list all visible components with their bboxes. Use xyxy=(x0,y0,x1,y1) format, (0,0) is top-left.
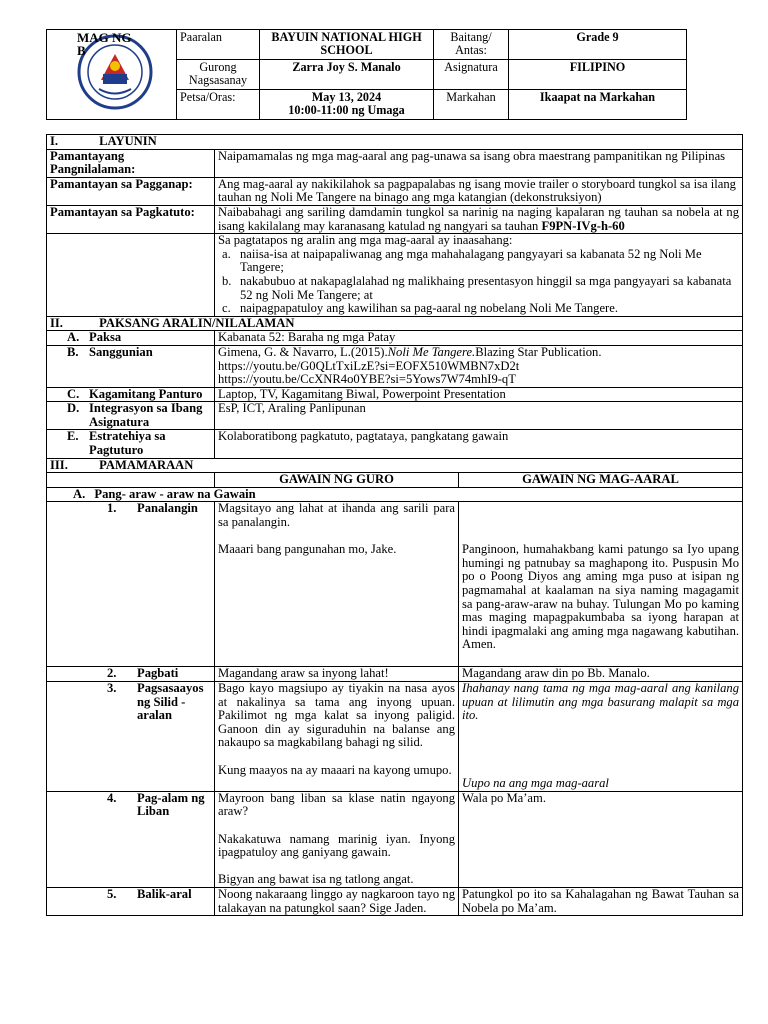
kagamitan-value: Laptop, TV, Kagamitang Biwal, Powerpoint Presentation xyxy=(215,387,743,402)
pagganap-label: Pamantayan sa Pagganap: xyxy=(47,177,215,205)
pagalam-label: Pag-alam ng Liban xyxy=(137,791,205,819)
baitang-label: Baitang/ Antas: xyxy=(434,30,509,60)
lesson-plan-body xyxy=(46,134,742,916)
sanggunian-label: Sanggunian xyxy=(89,345,153,359)
estratehiya-label: Estratehiya sa Pagtuturo xyxy=(89,429,166,458)
paksa-value: Kabanata 52: Baraha ng mga Patay xyxy=(215,331,743,346)
section-title: PAKSANG ARALIN/NILALAMAN xyxy=(99,316,295,330)
col-guro-header: GAWAIN NG GURO xyxy=(215,473,459,488)
pagsasaayos-label: Pagsasaayos ng Silid - aralan xyxy=(137,681,204,723)
pagkatuto-label: Pamantayan sa Pagkatuto: xyxy=(47,205,215,233)
pagkatuto-text: Naibabahagi ang sariling damdamin tungkol sa narinig na naging kapalaran ng tauhan sa nobela at ng isang kakilalang may karanasang katulad ng nangyari sa tauhan xyxy=(218,205,740,233)
baitang-value: Grade 9 xyxy=(509,30,687,60)
petsa-date: May 13, 2024 xyxy=(311,90,382,104)
sanggunian-link-2[interactable]: https://youtu.be/CcXNR4o0YBE?si=5Yows7W74mhI9-qT xyxy=(218,372,516,387)
row-estratehiya: E. Estratehiya sa Pagtuturo Kolaboratibong pagkatuto, pagtataya, pangkatang gawain xyxy=(47,430,743,458)
panalangin-magaaral: Panginoon, humahakbang kami patungo sa Iyo upang humingi ng patnubay sa maghapong ito. Puspusin Mo po o Poong Diyos ang aming mga puso at isipan ng pagmamahal at kaalaman na siya naming magagamit sa pang-araw-araw na buhay. Tulungan Mo po kaming mas maging mapagpakumbaba sa iyong harapan at hindi ipagmalaki ang aming mga nagawang kabutihan. Amen. xyxy=(459,502,743,667)
section-num: II. xyxy=(50,316,63,330)
pagbati-guro: Magandang araw sa inyong lahat! xyxy=(215,667,459,682)
petsa-value xyxy=(260,90,434,120)
row-pagalam: 4. Pag-alam ng Liban Mayroon bang liban sa klase natin ngayong araw? Nakakatuwa namang marinig iyan. Inyong ipagpatuloy ang ganiyang gawain. Bigyan ang bawat isa ng tatlong angat. Wala po Ma’am. xyxy=(47,791,743,887)
pangnilalaman-value: Naipamamalas ng mga mag-aaral ang pag-unawa sa isang obra maestrang pampanitikan ng Pilipinas xyxy=(215,149,743,177)
panalangin-label: Panalangin xyxy=(137,501,198,516)
list-item: a. naiisa-isa at naipapaliwanag ang mga mahahalagang pangyayari sa kabanata 52 ng Noli Me Tangere; xyxy=(222,246,702,275)
integrasyon-value: EsP, ICT, Araling Panlipunan xyxy=(215,402,743,430)
list-item: c. naipagpapatuloy ang kawilihan sa pag-aaral ng nobelang Noli Me Tangere. xyxy=(222,301,618,316)
panalangin-guro: Magsitayo ang lahat at ihanda ang sarili para sa panalangin. Maaari bang pangunahan mo, Jake. xyxy=(215,502,459,667)
paksa-label: Paksa xyxy=(89,330,122,345)
balikaral-magaaral: Patungkol po ito sa Kahalagahan ng Bawat Tauhan sa Nobela po Ma’am. xyxy=(459,887,743,915)
objectives-intro: Sa pagtatapos ng aralin ang mga mag-aaral ay inaasahang: xyxy=(218,233,513,248)
section-title: PAMAMARAAN xyxy=(99,458,194,472)
col-magaaral-header: GAWAIN NG MAG-AARAL xyxy=(459,473,743,488)
list-item: b. nakabubuo at nakapaglalahad ng malikhaing presentasyon hinggil sa mga pangyayari sa kabanata 52 ng Noli Me Tangere; at xyxy=(222,273,732,302)
subsection-title: Pang- araw - araw na Gawain xyxy=(94,487,256,501)
section-pamamaraan xyxy=(47,458,743,473)
pagbati-magaaral: Magandang araw din po Bb. Manalo. xyxy=(459,667,743,682)
section-title: LAYUNIN xyxy=(99,134,157,148)
row-paksa: A. Paksa Kabanata 52: Baraha ng mga Patay xyxy=(47,331,743,346)
guro-label: Gurong Nagsasanay xyxy=(177,60,260,90)
pangnilalaman-label: Pamantayang Pangnilalaman: xyxy=(47,149,215,177)
objectives-list xyxy=(218,248,739,316)
row-pagbati: 2. Pagbati Magandang araw sa inyong lahat! Magandang araw din po Bb. Manalo. xyxy=(47,667,743,682)
row-pangnilalaman xyxy=(47,149,743,177)
section-paksang-aralin xyxy=(47,316,743,331)
section-num: I. xyxy=(50,134,59,148)
petsa-time: 10:00-11:00 ng Umaga xyxy=(288,103,405,117)
paaralan-value: BAYUIN NATIONAL HIGH SCHOOL xyxy=(260,30,434,60)
row-pagganap xyxy=(47,177,743,205)
asignatura-label: Asignatura xyxy=(434,60,509,90)
logo-text-line2: B xyxy=(77,43,86,58)
sanggunian-link-1[interactable]: https://youtu.be/G0QLtTxiLzE?si=EOFX510WMBN7xD2t xyxy=(218,358,520,373)
pagalam-guro: Mayroon bang liban sa klase natin ngayong araw? Nakakatuwa namang marinig iyan. Inyong ipagpatuloy ang ganiyang gawain. Bigyan ang bawat isa ng tatlong angat. xyxy=(215,791,459,887)
pagalam-magaaral: Wala po Ma’am. xyxy=(459,791,743,887)
pagkatuto-value xyxy=(215,205,743,233)
objectives-cell xyxy=(215,234,743,317)
balikaral-label: Balik-aral xyxy=(137,887,192,901)
row-panalangin: 1. Panalangin Magsitayo ang lahat at ihanda ang sarili para sa panalangin. Maaari bang pangunahan mo, Jake. Panginoon, humahakbang kami patungo sa Iyo upang humingi ng patnubay sa maghapong ito. Puspusin Mo po o Poong Diyos ang aming mga puso at isipan ng pagmamahal at kaalaman na siya naming magagamit sa pang-araw-araw na buhay. Tulungan Mo po kaming mas maging mapagpakumbaba sa iyong harapan at hindi ipagmalaki ang aming mga nagawang kabutihan. Amen. xyxy=(47,502,743,667)
paaralan-label: Paaralan xyxy=(177,30,260,60)
row-objectives xyxy=(47,234,743,317)
section-num: III. xyxy=(50,458,68,472)
integrasyon-label: Integrasyon sa Ibang Asignatura xyxy=(89,401,203,429)
deped-seal-cell xyxy=(47,30,177,120)
sanggunian-value: Gimena, G. & Navarro, L.(2015).Noli Me Tangere.Blazing Star Publication. https://youtu.be/G0QLtTxiLzE?si=EOFX510WMBN7xD2t https://youtu.be/CcXNR4o0YBE?si=5Yows7W74mhI9-qT xyxy=(215,345,743,387)
pagkatuto-code: F9PN-IVg-h-60 xyxy=(541,218,625,233)
pagbati-label: Pagbati xyxy=(137,666,179,681)
lesson-plan-header xyxy=(46,29,686,115)
kagamitan-label: Kagamitang Panturo xyxy=(89,387,203,401)
pagsasaayos-guro: Bago kayo magsiupo ay tiyakin na nasa ayos at nakalinya sa tama ang inyong upuan. Pakilimot ng mga kalat sa inyong paligid. Ganoon din ay siguraduhin na balanse ang nakaupo sa magkabilang bahagi ng silid. Kung maayos na ay maaari na kayong umupo. xyxy=(215,682,459,792)
asignatura-value: FILIPINO xyxy=(509,60,687,90)
subsection-mark: A. xyxy=(73,487,86,501)
pagsasaayos-magaaral: Ihahanay nang tama ng mga mag-aaral ang kanilang upuan at lilimutin ang mga basurang malapit sa mga ito. Uupo na ang mga mag-aaral xyxy=(459,682,743,792)
pagganap-value: Ang mag-aaral ay nakikilahok sa pagpapalabas ng isang movie trailer o storyboard tungkol sa isa ilang tauhan ng Noli Me Tangere na binago ang mga katangian (dekonstruksiyon) xyxy=(215,177,743,205)
row-pagkatuto xyxy=(47,205,743,233)
section-layunin xyxy=(47,135,743,150)
logo-text-line1: MAG NG xyxy=(77,30,132,45)
estratehiya-value: Kolaboratibong pagkatuto, pagtataya, pangkatang gawain xyxy=(215,430,743,458)
column-headers xyxy=(47,473,743,488)
guro-value: Zarra Joy S. Manalo xyxy=(260,60,434,90)
markahan-label: Markahan xyxy=(434,90,509,120)
row-balikaral: 5. Balik-aral Noong nakaraang linggo ay nagkaroon tayo ng talakayan na patungkol saan? Sige Jaden. Patungkol po ito sa Kahalagahan ng Bawat Tauhan sa Nobela po Ma’am. xyxy=(47,887,743,915)
row-integrasyon: D. Integrasyon sa Ibang Asignatura EsP, ICT, Araling Panlipunan xyxy=(47,402,743,430)
subsection-pang-araw-araw xyxy=(47,487,743,502)
row-pagsasaayos: 3. Pagsasaayos ng Silid - aralan Bago kayo magsiupo ay tiyakin na nasa ayos at nakalinya sa tama ang inyong upuan. Pakilimot ng mga kalat sa inyong paligid. Ganoon din ay siguraduhin na balanse ang nakaupo sa magkabilang bahagi ng silid. Kung maayos na ay maaari na kayong umupo. Ihahanay nang tama ng mga mag-aaral ang kanilang upuan at lilimutin ang mga basurang malapit sa mga ito. Uupo na ang mga mag-aaral xyxy=(47,682,743,792)
row-sanggunian: B. Sanggunian Gimena, G. & Navarro, L.(2015).Noli Me Tangere.Blazing Star Publication. https://youtu.be/G0QLtTxiLzE?si=EOFX510WMBN7xD2t https://youtu.be/CcXNR4o0YBE?si=5Yows7W74mhI9-qT xyxy=(47,345,743,387)
balikaral-guro: Noong nakaraang linggo ay nagkaroon tayo ng talakayan na patungkol saan? Sige Jaden. xyxy=(215,887,459,915)
row-kagamitan: C. Kagamitang Panturo Laptop, TV, Kagamitang Biwal, Powerpoint Presentation xyxy=(47,387,743,402)
deped-seal-icon xyxy=(77,34,153,110)
petsa-label: Petsa/Oras: xyxy=(177,90,260,120)
markahan-value: Ikaapat na Markahan xyxy=(509,90,687,120)
